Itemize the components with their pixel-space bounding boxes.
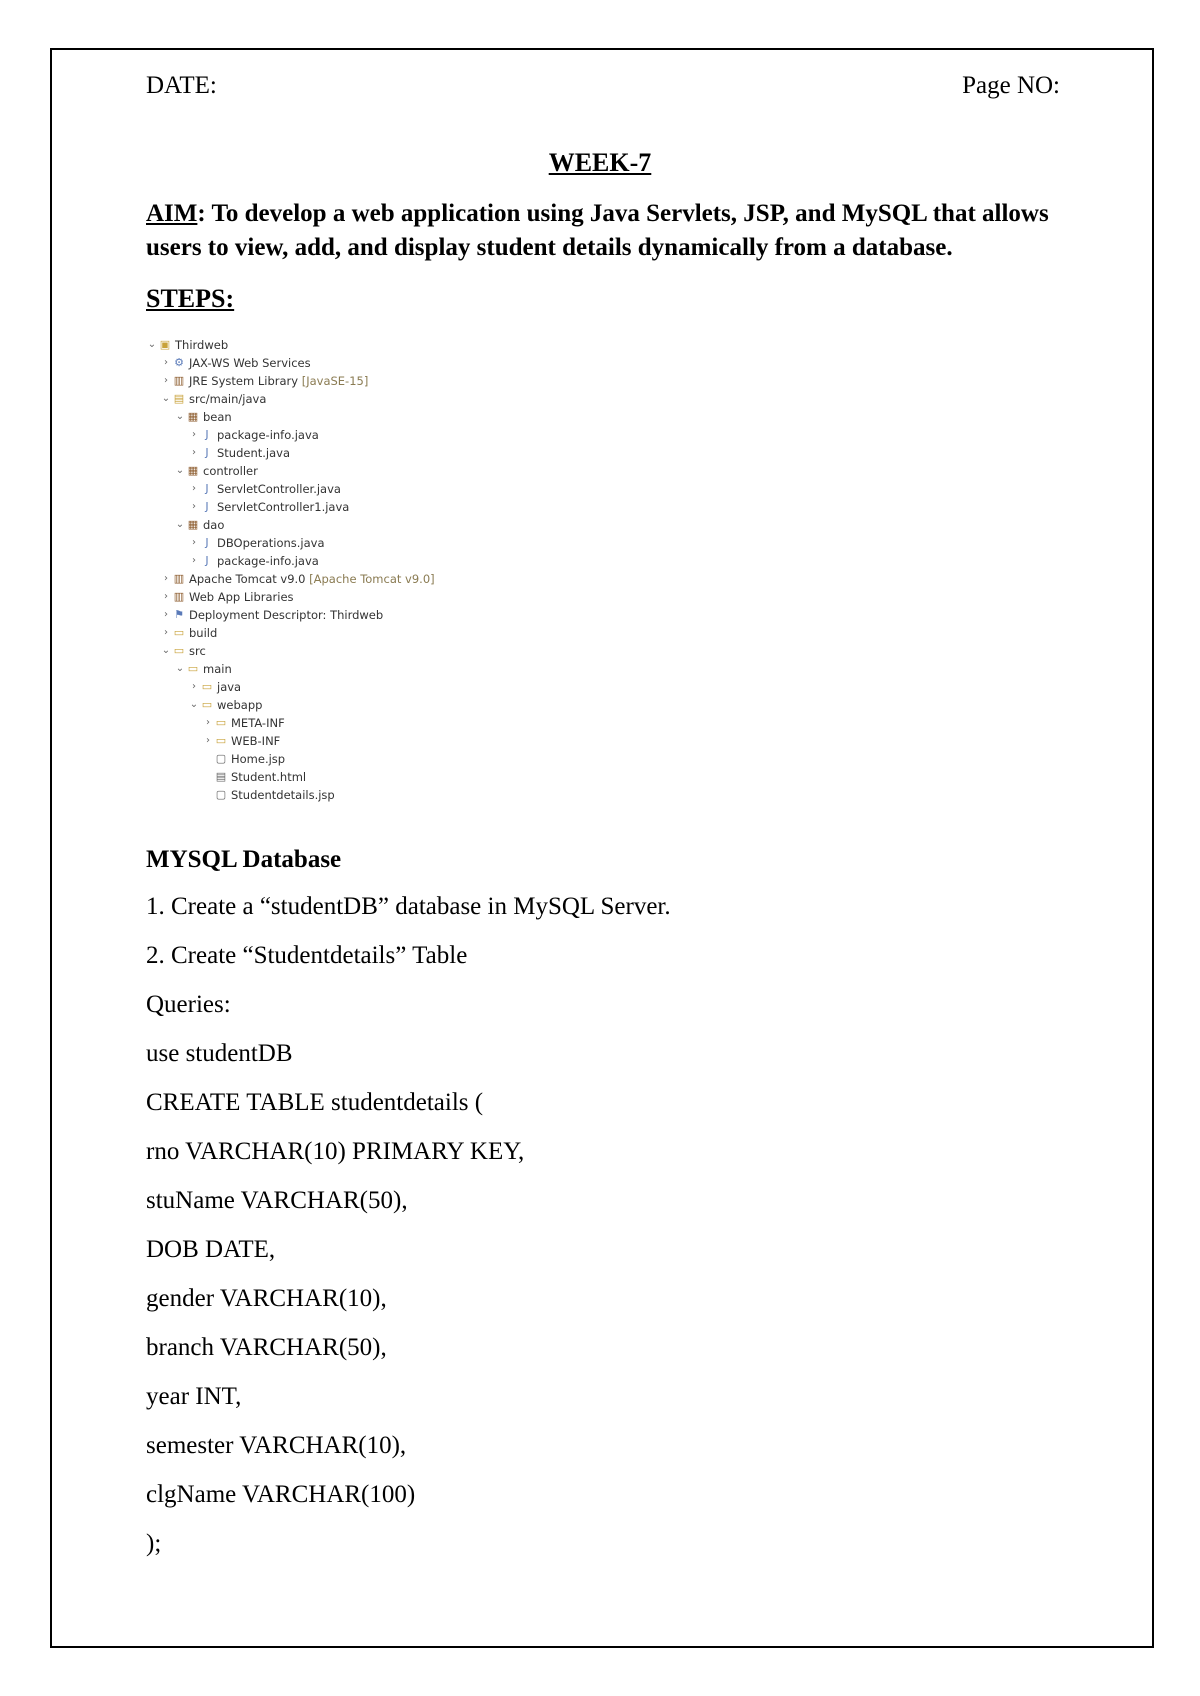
- text-line: stuName VARCHAR(50),: [146, 1187, 408, 1214]
- tree-item-name: META-INF: [231, 716, 285, 730]
- chevron-right-icon[interactable]: ›: [164, 591, 168, 602]
- tree-item-name: ServletController1.java: [217, 500, 350, 514]
- tree-item[interactable]: [146, 462, 486, 480]
- descriptor-icon: ⚑: [174, 608, 184, 621]
- tree-item[interactable]: [146, 390, 486, 408]
- html-file-icon: ▤: [215, 770, 227, 783]
- tree-item-label: [189, 606, 383, 624]
- text-line: gender VARCHAR(10),: [146, 1285, 387, 1312]
- text-line: 1. Create a “studentDB” database in MySQL Server.: [146, 893, 671, 920]
- steps-heading: STEPS:: [146, 284, 235, 313]
- tree-item[interactable]: [146, 714, 486, 732]
- chevron-down-icon[interactable]: ⌄: [161, 393, 171, 404]
- chevron-right-icon[interactable]: ›: [164, 573, 168, 584]
- tree-item-label: [203, 462, 258, 480]
- tree-item-label: [189, 354, 311, 372]
- tree-item[interactable]: [146, 480, 486, 498]
- tree-item[interactable]: [146, 336, 486, 354]
- java-file-icon: J: [205, 428, 209, 441]
- tree-item-name: ServletController.java: [217, 482, 341, 496]
- tree-item-label: [175, 336, 228, 354]
- chevron-right-icon[interactable]: ›: [192, 555, 196, 566]
- tree-item-name: main: [203, 662, 232, 676]
- tree-item-label: [231, 768, 306, 786]
- chevron-down-icon[interactable]: ⌄: [161, 645, 171, 656]
- tree-item-name: Student.java: [217, 446, 291, 460]
- tree-item[interactable]: [146, 516, 486, 534]
- folder-icon: ▭: [173, 626, 185, 639]
- tree-item[interactable]: [146, 498, 486, 516]
- tree-item-name: src: [189, 644, 206, 658]
- tree-item[interactable]: [146, 552, 486, 570]
- page-number-label: Page NO:: [962, 72, 1060, 99]
- chevron-right-icon[interactable]: ›: [192, 537, 196, 548]
- chevron-right-icon[interactable]: ›: [192, 483, 196, 494]
- folder-icon: ▭: [201, 698, 213, 711]
- tree-item[interactable]: [146, 408, 486, 426]
- java-file-icon: J: [205, 536, 209, 549]
- tree-item-name: src/main/java: [189, 392, 267, 406]
- tree-item[interactable]: [146, 570, 486, 588]
- java-file-icon: J: [205, 446, 209, 459]
- tree-item-label: [217, 678, 241, 696]
- chevron-right-icon[interactable]: ›: [164, 627, 168, 638]
- tree-item-name: Thirdweb: [175, 338, 229, 352]
- folder-icon: ▭: [215, 734, 227, 747]
- tree-item-name: WEB-INF: [231, 734, 281, 748]
- tree-item[interactable]: [146, 768, 486, 786]
- chevron-right-icon[interactable]: ›: [206, 735, 210, 746]
- tree-item[interactable]: [146, 786, 486, 804]
- aim-label: AIM: [146, 200, 198, 227]
- tree-item-name: bean: [203, 410, 232, 424]
- tree-item-label: [217, 696, 262, 714]
- tree-item-name: Web App Libraries: [189, 590, 294, 604]
- tree-item-label: [189, 624, 217, 642]
- folder-icon: ▭: [201, 680, 213, 693]
- tree-item[interactable]: [146, 426, 486, 444]
- chevron-down-icon[interactable]: ⌄: [175, 411, 185, 422]
- tree-item-name: package-info.java: [217, 428, 319, 442]
- folder-icon: ▭: [187, 662, 199, 675]
- chevron-down-icon[interactable]: ⌄: [175, 465, 185, 476]
- jsp-file-icon: ▢: [215, 752, 227, 765]
- tree-item-name: JAX-WS Web Services: [189, 356, 311, 370]
- tree-item[interactable]: [146, 696, 486, 714]
- date-label: DATE:: [146, 72, 217, 99]
- tree-item[interactable]: [146, 642, 486, 660]
- tree-item-name: Home.jsp: [231, 752, 286, 766]
- tree-item-label: [217, 480, 341, 498]
- aim-paragraph: [146, 197, 1076, 265]
- tree-item[interactable]: [146, 354, 486, 372]
- tree-item[interactable]: [146, 660, 486, 678]
- text-line: use studentDB: [146, 1040, 293, 1067]
- tree-item-label: [189, 390, 266, 408]
- tree-item-label: [231, 750, 285, 768]
- tree-item-name: package-info.java: [217, 554, 319, 568]
- mysql-section-title: MYSQL Database: [146, 846, 342, 873]
- project-explorer-tree: [146, 336, 486, 804]
- chevron-right-icon[interactable]: ›: [192, 447, 196, 458]
- text-line: clgName VARCHAR(100): [146, 1481, 416, 1508]
- tree-item-suffix: [Apache Tomcat v9.0]: [305, 572, 435, 586]
- text-line: CREATE TABLE studentdetails (: [146, 1089, 484, 1116]
- package-icon: ▦: [187, 464, 199, 477]
- tree-item-name: Studentdetails.jsp: [231, 788, 335, 802]
- tree-item[interactable]: [146, 372, 486, 390]
- text-line: DOB DATE,: [146, 1236, 276, 1263]
- page-title: WEEK-7: [548, 148, 652, 177]
- tree-item-name: build: [189, 626, 218, 640]
- chevron-down-icon[interactable]: ⌄: [175, 519, 185, 530]
- folder-icon: ▭: [215, 716, 227, 729]
- tree-item-suffix: [JavaSE-15]: [298, 374, 369, 388]
- tree-item-label: [189, 642, 206, 660]
- tree-item[interactable]: [146, 444, 486, 462]
- tree-item-label: [203, 408, 232, 426]
- tree-item-name: dao: [203, 518, 225, 532]
- chevron-right-icon[interactable]: ›: [164, 609, 168, 620]
- tree-item-name: Student.html: [231, 770, 307, 784]
- mysql-section-body: [146, 892, 671, 1578]
- tree-item-name: DBOperations.java: [217, 536, 325, 550]
- text-line: rno VARCHAR(10) PRIMARY KEY,: [146, 1138, 525, 1165]
- project-icon: ▣: [159, 338, 171, 351]
- tree-item[interactable]: [146, 606, 486, 624]
- tree-item[interactable]: [146, 624, 486, 642]
- tree-item-label: [203, 516, 224, 534]
- java-file-icon: J: [205, 554, 209, 567]
- tree-item-name: java: [217, 680, 242, 694]
- java-file-icon: J: [205, 482, 209, 495]
- jsp-file-icon: ▢: [215, 788, 227, 801]
- package-icon: ▦: [187, 518, 199, 531]
- tree-item-label: [231, 786, 335, 804]
- library-icon: ▥: [173, 590, 185, 603]
- tree-item-label: [217, 444, 290, 462]
- tree-item-label: [217, 426, 319, 444]
- chevron-down-icon[interactable]: ⌄: [147, 339, 157, 350]
- webservice-icon: ⚙: [174, 356, 184, 369]
- tree-item-name: controller: [203, 464, 258, 478]
- tree-item[interactable]: [146, 678, 486, 696]
- chevron-right-icon[interactable]: ›: [192, 429, 196, 440]
- text-line: Queries:: [146, 991, 231, 1018]
- tree-item-label: [231, 732, 280, 750]
- aim-text: : To develop a web application using Java Servlets, JSP, and MySQL that allows users to view, add, and display student details dynamically from a database.: [146, 200, 1049, 261]
- chevron-right-icon[interactable]: ›: [164, 357, 168, 368]
- text-line: );: [146, 1530, 162, 1557]
- tree-item-label: [231, 714, 285, 732]
- tree-item[interactable]: [146, 534, 486, 552]
- tree-item-name: webapp: [217, 698, 263, 712]
- tree-item-name: Deployment Descriptor: Thirdweb: [189, 608, 384, 622]
- tree-item-label: [189, 372, 368, 390]
- text-line: semester VARCHAR(10),: [146, 1432, 407, 1459]
- tree-item-name: Apache Tomcat v9.0: [189, 572, 306, 586]
- chevron-right-icon[interactable]: ›: [192, 681, 196, 692]
- tree-item-label: [189, 588, 294, 606]
- java-file-icon: J: [205, 500, 209, 513]
- library-icon: ▥: [173, 572, 185, 585]
- folder-icon: ▭: [173, 644, 185, 657]
- text-line: 2. Create “Studentdetails” Table: [146, 942, 468, 969]
- chevron-right-icon[interactable]: ›: [192, 501, 196, 512]
- chevron-right-icon[interactable]: ›: [206, 717, 210, 728]
- library-icon: ▥: [173, 374, 185, 387]
- tree-item-label: [217, 552, 319, 570]
- package-icon: ▦: [187, 410, 199, 423]
- tree-item[interactable]: [146, 750, 486, 768]
- tree-item-name: JRE System Library: [189, 374, 299, 388]
- tree-item[interactable]: [146, 732, 486, 750]
- tree-item-label: [217, 498, 349, 516]
- source-folder-icon: ▤: [173, 392, 185, 405]
- chevron-down-icon[interactable]: ⌄: [189, 699, 199, 710]
- tree-item-label: [203, 660, 232, 678]
- chevron-down-icon[interactable]: ⌄: [175, 663, 185, 674]
- tree-item-label: [217, 534, 325, 552]
- text-line: branch VARCHAR(50),: [146, 1334, 387, 1361]
- text-line: year INT,: [146, 1383, 242, 1410]
- tree-item[interactable]: [146, 588, 486, 606]
- tree-item-label: [189, 570, 435, 588]
- chevron-right-icon[interactable]: ›: [164, 375, 168, 386]
